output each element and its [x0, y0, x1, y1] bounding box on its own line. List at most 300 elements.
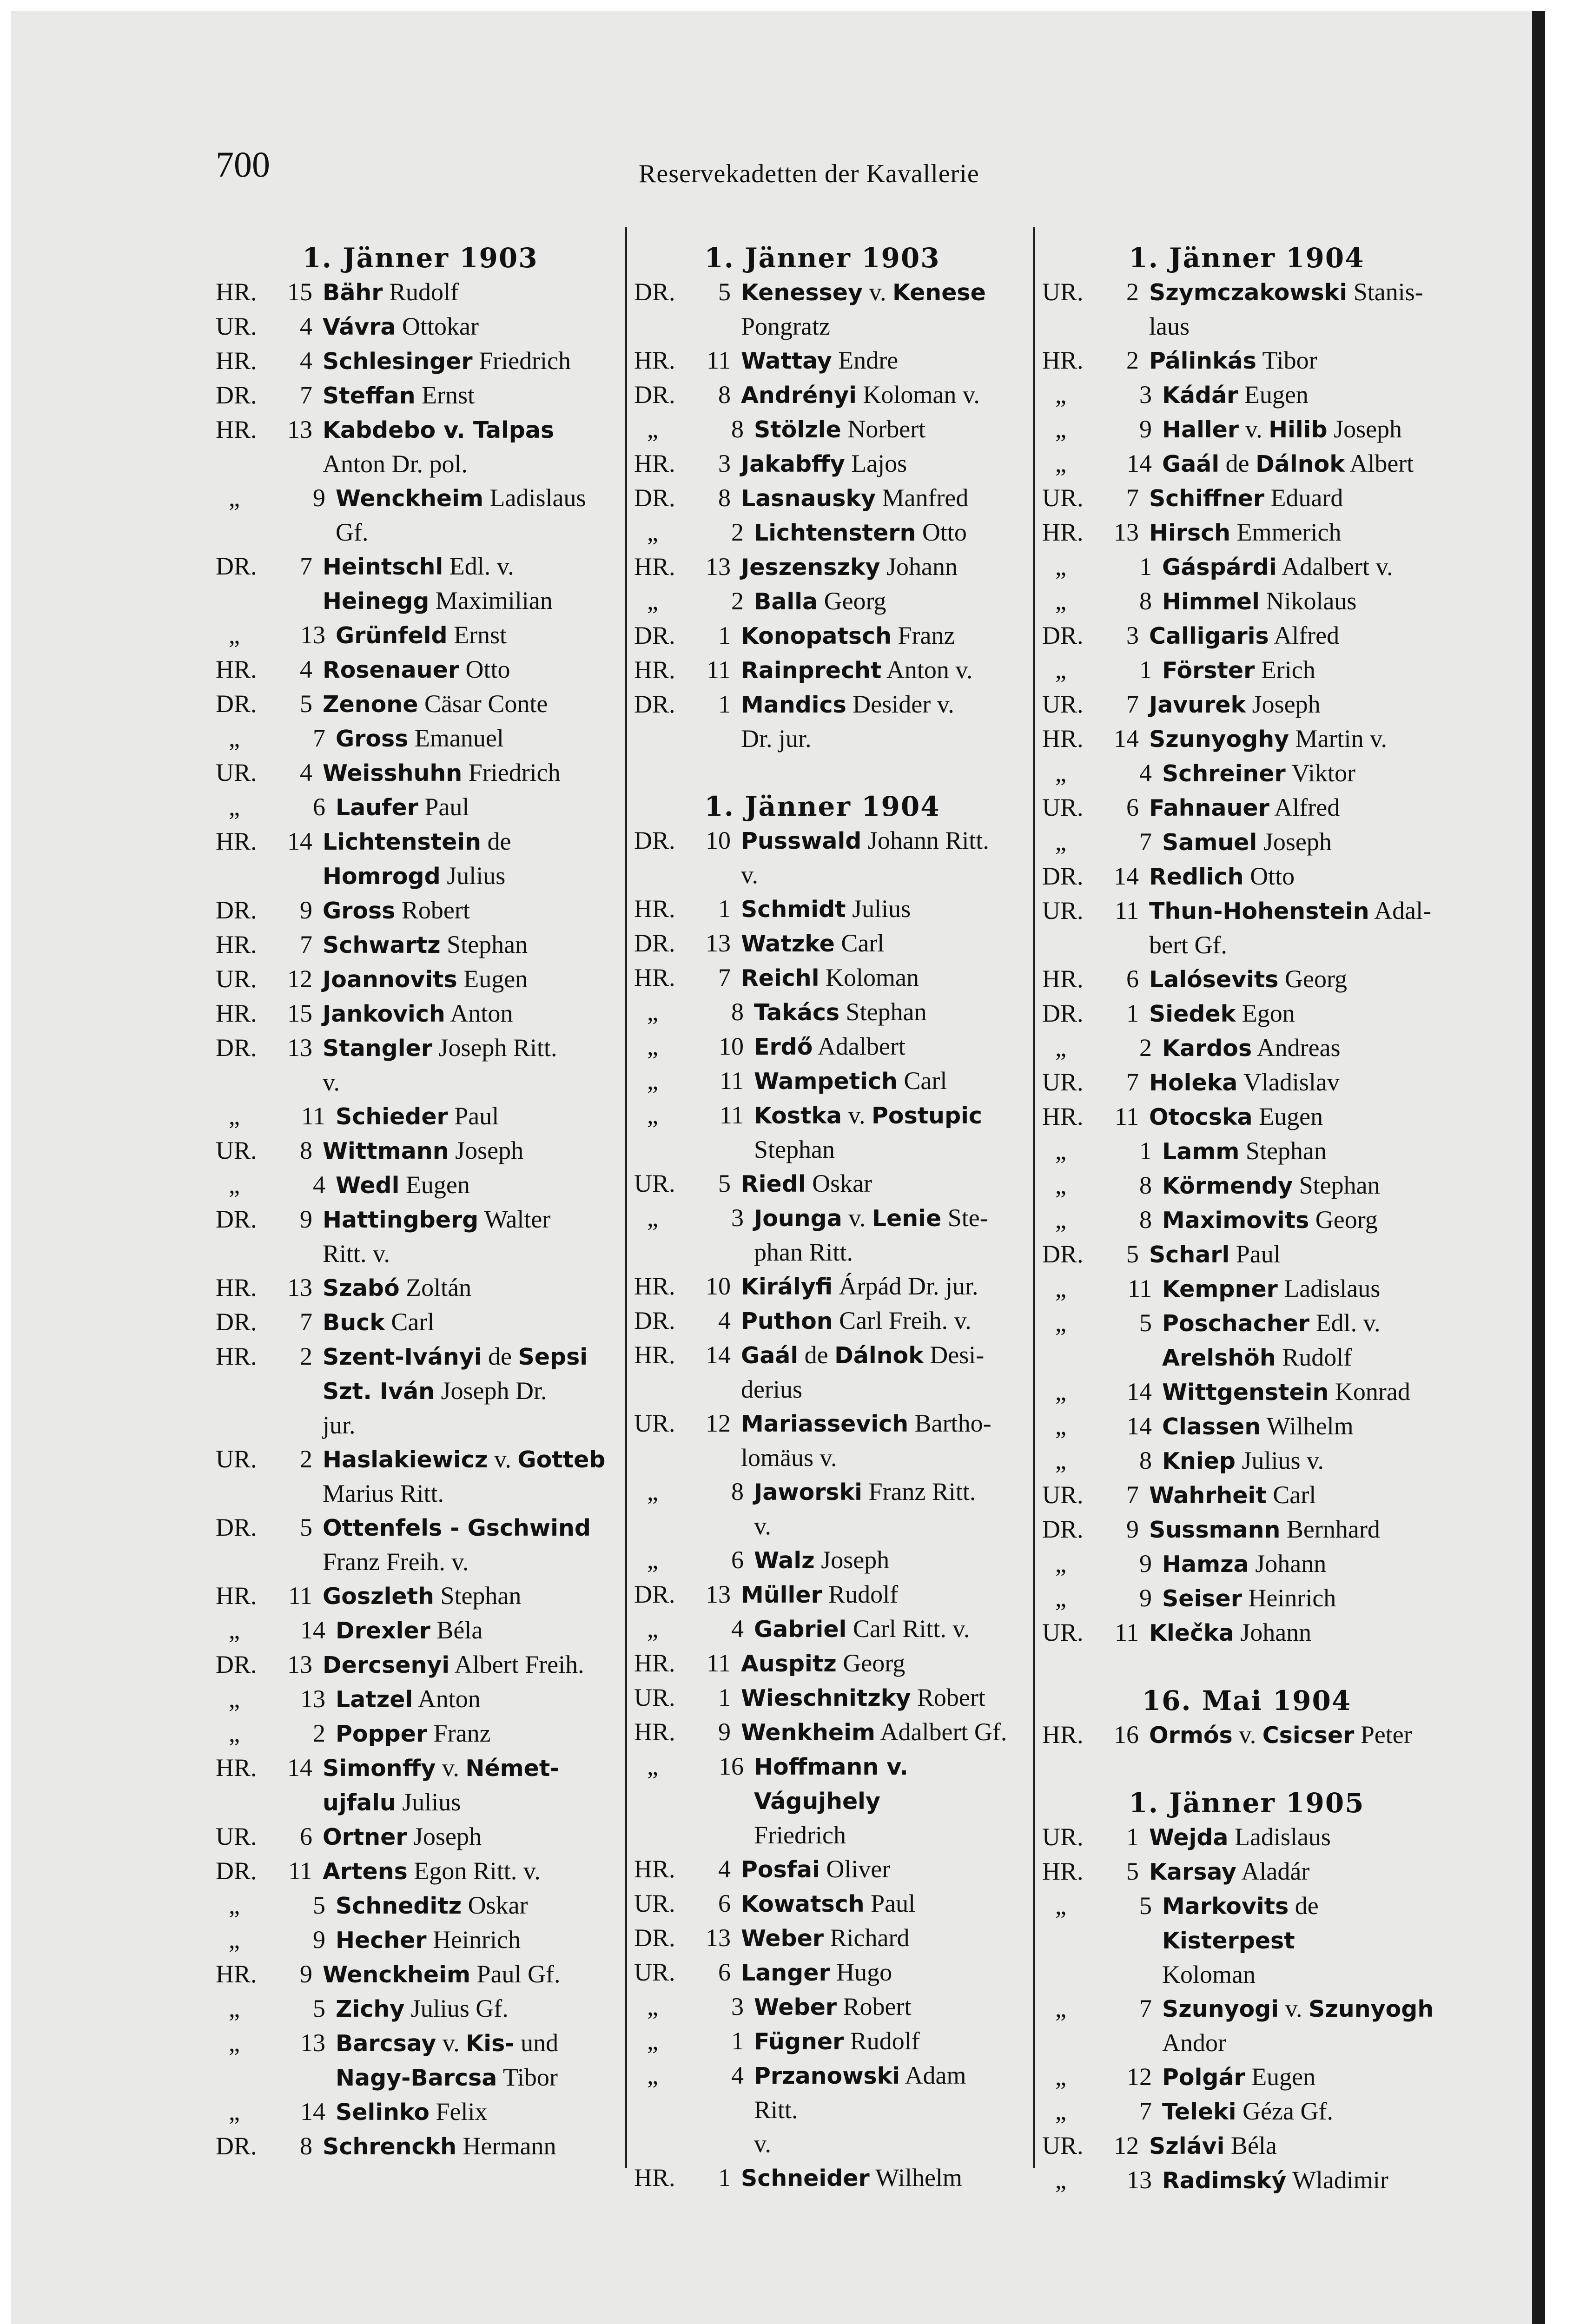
surname: Jakabffy: [741, 451, 845, 477]
person-name: [1162, 1444, 1451, 1478]
given-names: Emmerich: [1230, 518, 1342, 546]
surname: Pálinkás: [1149, 348, 1256, 374]
regiment-code: HR.: [1042, 1721, 1084, 1749]
surname: Dálnok: [1256, 451, 1345, 477]
regiment-code: DR.: [216, 1308, 257, 1336]
person-name: [741, 1955, 1011, 1990]
person-name: [1149, 997, 1451, 1031]
regiment-code: UR.: [1042, 278, 1084, 306]
roster-entry: [1042, 997, 1451, 1031]
person-name: [1149, 962, 1451, 997]
regiment-code: DR.: [1042, 1240, 1084, 1268]
regiment-code: HR.: [634, 1649, 675, 1677]
given-names: Friedrich: [462, 759, 561, 786]
roster-entry: [216, 1579, 625, 1613]
person-name: [1162, 2163, 1451, 2198]
surname: Schmidt: [741, 896, 846, 923]
regiment-number: 1: [718, 2164, 731, 2192]
regiment-code: DR.: [216, 1205, 257, 1233]
person-name: [1149, 859, 1451, 894]
person-name: [754, 1612, 1011, 1646]
given-names: Julius Gf.: [404, 1994, 509, 2022]
given-names: Pongratz: [741, 312, 830, 340]
regiment-number: 1: [1126, 1823, 1139, 1851]
regiment-number: 4: [718, 1307, 731, 1334]
regiment-number: 10: [706, 1272, 731, 1300]
roster-entry: [634, 1167, 1011, 1201]
person-name: [1162, 1409, 1451, 1444]
surname: Ortner: [323, 1824, 407, 1850]
regiment-number: 14: [1114, 725, 1139, 753]
regiment-code: HR.: [634, 1855, 675, 1883]
roster-entry: [1042, 1992, 1451, 2060]
regiment-code: HR.: [216, 1274, 257, 1301]
regiment-code: UR.: [634, 1409, 675, 1437]
regiment-number: 11: [720, 1101, 744, 1129]
given-names: Stephan: [839, 998, 927, 1026]
regiment-number: 12: [706, 1409, 731, 1437]
regiment-number: 14: [1127, 1412, 1152, 1440]
person-name: [1162, 412, 1451, 447]
person-name: [323, 378, 625, 413]
person-name: [741, 1167, 1011, 1201]
roster-entry: [216, 825, 625, 893]
roster-entry: [634, 2059, 1011, 2161]
given-names: de: [481, 827, 511, 855]
column-divider: [1033, 227, 1035, 2168]
roster-entry: [216, 275, 625, 310]
given-names: Stephan: [440, 931, 528, 958]
roster-entry: [634, 2161, 1011, 2195]
given-names: Otto: [916, 518, 967, 546]
regiment-code: „: [647, 2061, 658, 2089]
regiment-number: 15: [287, 278, 312, 306]
given-names: Otto: [459, 655, 510, 683]
person-name: [323, 1751, 625, 1820]
given-names: Robert: [395, 896, 470, 924]
roster-entry: [1042, 756, 1451, 791]
regiment-number: 7: [1126, 1481, 1139, 1509]
person-name: [323, 1648, 625, 1682]
surname: Jankovich: [323, 1001, 445, 1027]
column-1: [216, 241, 625, 2164]
roster-entry: [1042, 378, 1451, 412]
regiment-number: 3: [1139, 381, 1152, 409]
regiment-code: HR.: [216, 1754, 257, 1782]
person-name: [754, 1030, 1011, 1064]
surname: Lasnausky: [741, 485, 876, 512]
person-name: [323, 1031, 625, 1099]
person-name: [323, 310, 625, 344]
person-name: [323, 1957, 625, 1992]
regiment-number: 7: [300, 1308, 312, 1336]
given-names: v.: [842, 1101, 872, 1129]
person-name: [323, 1579, 625, 1613]
regiment-code: „: [229, 1891, 240, 1919]
person-name: [741, 961, 1011, 995]
surname: Német-ujfalu: [323, 1755, 560, 1816]
regiment-number: 8: [731, 415, 744, 443]
given-names: Albert Freih.: [449, 1651, 584, 1678]
person-name: [336, 2095, 625, 2129]
person-name: [741, 1646, 1011, 1681]
given-names: Julius v.: [1235, 1446, 1324, 1474]
regiment-code: „: [1055, 449, 1066, 477]
given-names: Wilhelm: [1261, 1412, 1354, 1440]
person-name: [741, 1887, 1011, 1921]
roster-entry: [1042, 859, 1451, 894]
person-name: [1149, 481, 1451, 515]
surname: Hirsch: [1149, 520, 1231, 546]
given-names: v.: [862, 278, 892, 306]
person-name: [1162, 1375, 1451, 1409]
given-names: Paul: [448, 1102, 499, 1130]
roster-entry: [1042, 1272, 1451, 1306]
regiment-number: 1: [1139, 553, 1152, 581]
regiment-number: 4: [1139, 759, 1152, 787]
roster-entry: [216, 997, 625, 1031]
surname: Szymczakowski: [1149, 279, 1348, 306]
given-names: Richard: [824, 1924, 910, 1952]
roster-entry: [1042, 481, 1451, 515]
roster-entry: [216, 1031, 625, 1099]
regiment-code: HR.: [1042, 725, 1084, 753]
roster-entry: [216, 1613, 625, 1648]
regiment-code: UR.: [216, 312, 257, 340]
regiment-code: UR.: [1042, 1823, 1084, 1851]
regiment-number: 8: [300, 1136, 312, 1164]
given-names: Alfred: [1269, 793, 1340, 821]
regiment-code: DR.: [634, 278, 675, 306]
regiment-number: 13: [706, 929, 731, 957]
regiment-number: 8: [718, 381, 731, 409]
regiment-code: HR.: [634, 895, 675, 923]
given-names: v.: [436, 1754, 466, 1782]
given-names: v.: [741, 861, 758, 889]
regiment-number: 8: [1139, 1446, 1152, 1474]
regiment-number: 2: [313, 1719, 325, 1747]
surname: Przanowski: [754, 2063, 900, 2089]
person-name: [323, 1134, 625, 1168]
surname: Rainprecht: [741, 657, 882, 684]
roster-entry: [1042, 653, 1451, 687]
roster-entry: [216, 1751, 625, 1820]
regiment-number: 9: [718, 1718, 731, 1746]
person-name: [1162, 1272, 1451, 1306]
surname: Wittmann: [323, 1138, 449, 1164]
regiment-number: 8: [731, 998, 744, 1026]
person-name: [336, 618, 625, 653]
regiment-number: 11: [707, 1649, 731, 1677]
regiment-code: HR.: [634, 964, 675, 991]
roster-entry: [216, 1717, 625, 1751]
surname: Müller: [741, 1582, 822, 1608]
regiment-code: HR.: [216, 416, 257, 443]
surname: Hamza: [1162, 1551, 1249, 1578]
given-names: Alfred: [1269, 621, 1340, 649]
roster-entry: [216, 344, 625, 378]
given-names: Anton: [413, 1685, 481, 1713]
surname: Gaál: [1162, 451, 1220, 477]
regiment-code: „: [1055, 1137, 1066, 1165]
surname: Auspitz: [741, 1651, 837, 1677]
running-head: Reservekadetten der Kavallerie: [639, 159, 979, 188]
surname: Heinegg: [323, 588, 430, 614]
surname: Thun-Hohenstein: [1149, 898, 1369, 924]
person-name: [741, 653, 1011, 687]
regiment-number: 13: [1114, 518, 1139, 546]
roster-entry: [634, 2024, 1011, 2059]
regiment-code: UR.: [634, 1169, 675, 1197]
roster-entry: [1042, 1031, 1451, 1065]
regiment-code: „: [229, 2029, 240, 2057]
regiment-number: 7: [300, 552, 312, 580]
regiment-code: „: [1055, 2063, 1066, 2091]
regiment-code: „: [647, 587, 658, 615]
section-heading: 1. Jänner 1905: [1129, 1787, 1365, 1819]
regiment-number: 13: [287, 1651, 312, 1678]
roster-entry: [216, 1992, 625, 2026]
regiment-number: 5: [718, 278, 731, 306]
given-names: de: [798, 1341, 835, 1369]
regiment-code: DR.: [216, 1651, 257, 1678]
roster-entry: [216, 1854, 625, 1888]
surname: Kádár: [1162, 382, 1238, 409]
regiment-number: 1: [731, 2027, 744, 2055]
surname: Riedl: [741, 1171, 806, 1197]
person-name: [754, 1750, 1011, 1852]
person-name: [1149, 343, 1451, 378]
roster-entry: [634, 515, 1011, 550]
regiment-code: „: [229, 724, 240, 752]
roster-entry: [1042, 1478, 1451, 1512]
given-names: Anton v.: [881, 656, 973, 684]
surname: Gabriel: [754, 1616, 847, 1643]
given-names: Edl. v.: [1309, 1309, 1381, 1337]
roster-entry: [216, 378, 625, 413]
surname: Wedl: [336, 1172, 400, 1199]
roster-entry: [216, 1340, 625, 1442]
person-name: [323, 1202, 625, 1271]
regiment-code: „: [1055, 2166, 1066, 2194]
regiment-code: „: [647, 1101, 658, 1129]
roster-entry: [1042, 894, 1451, 962]
given-names: Joseph Ritt.: [432, 1034, 557, 1062]
given-names: Ladislaus: [483, 484, 586, 512]
roster-entry: [634, 584, 1011, 619]
regiment-number: 2: [1126, 346, 1139, 374]
surname: Redlich: [1149, 864, 1244, 890]
surname: Nagy-Barcsa: [336, 2065, 497, 2091]
surname: Haslakiewicz: [323, 1446, 488, 1473]
regiment-number: 8: [731, 1478, 744, 1505]
given-names: Vladislav: [1237, 1068, 1340, 1096]
regiment-code: DR.: [1042, 999, 1084, 1027]
regiment-number: 1: [718, 1684, 731, 1711]
given-names: und: [514, 2029, 559, 2057]
person-name: [336, 1888, 625, 1923]
regiment-number: 7: [1126, 484, 1139, 512]
roster-entry: [216, 549, 625, 618]
roster-entry: [634, 1543, 1011, 1578]
regiment-number: 11: [288, 1582, 312, 1610]
given-names: Heinrich: [1242, 1584, 1336, 1612]
given-names: Martin v.: [1289, 725, 1388, 753]
given-names: Joseph: [814, 1546, 890, 1574]
person-name: [336, 2026, 625, 2095]
regiment-number: 5: [300, 1513, 312, 1541]
regiment-number: 2: [731, 518, 744, 546]
regiment-number: 1: [718, 690, 731, 718]
regiment-number: 14: [300, 1616, 325, 1644]
regiment-number: 13: [287, 416, 312, 443]
regiment-number: 4: [300, 347, 312, 375]
regiment-code: HR.: [634, 2164, 675, 2192]
surname: Jeszenszky: [741, 554, 880, 581]
person-name: [1162, 1169, 1451, 1203]
person-name: [754, 1064, 1011, 1098]
surname: Barcsay: [336, 2030, 436, 2057]
regiment-number: 7: [1126, 690, 1139, 718]
roster-entry: [216, 1957, 625, 1992]
roster-entry: [1042, 1547, 1451, 1581]
regiment-number: 13: [706, 1580, 731, 1608]
person-name: [1162, 1203, 1451, 1237]
roster-entry: [216, 1305, 625, 1340]
regiment-code: DR.: [634, 1307, 675, 1334]
regiment-code: DR.: [1042, 621, 1084, 649]
surname: Karsay: [1149, 1859, 1236, 1885]
surname: Stangler: [323, 1035, 432, 1062]
person-name: [1162, 2060, 1451, 2094]
roster-entry: [1042, 1237, 1451, 1272]
roster-entry: [1042, 1065, 1451, 1100]
roster-entry: [216, 1511, 625, 1579]
regiment-code: „: [1055, 1309, 1066, 1337]
given-names: Béla: [1224, 2132, 1277, 2159]
roster-entry: [634, 961, 1011, 995]
surname: Drexler: [336, 1618, 430, 1644]
surname: Kenessey: [741, 279, 863, 306]
person-name: [741, 1681, 1011, 1715]
regiment-code: HR.: [1042, 1103, 1084, 1130]
surname: Himmel: [1162, 588, 1260, 615]
regiment-code: DR.: [216, 1034, 257, 1062]
regiment-code: „: [229, 1719, 240, 1747]
given-names: Eugen: [399, 1171, 470, 1199]
roster-entry: [1042, 962, 1451, 997]
person-name: [741, 926, 1011, 961]
given-names: Carl Ritt. v.: [846, 1615, 970, 1643]
roster-entry: [634, 481, 1011, 515]
given-names: Johann Ritt.: [861, 826, 989, 854]
given-names: Zoltán: [399, 1274, 472, 1301]
roster-entry: [1042, 584, 1451, 619]
roster-entry: [1042, 1306, 1451, 1375]
given-names: v.: [842, 1204, 872, 1232]
surname: Lichtenstein: [323, 829, 481, 855]
regiment-number: 14: [1114, 862, 1139, 890]
given-names: v.: [754, 2130, 771, 2158]
regiment-code: „: [229, 1926, 240, 1954]
given-names: Wilhelm: [869, 2164, 962, 2192]
given-names: Rudolf: [822, 1580, 899, 1608]
regiment-number: 11: [1115, 897, 1139, 924]
regiment-code: „: [1055, 656, 1066, 684]
regiment-number: 9: [1139, 1550, 1152, 1578]
regiment-code: DR.: [1042, 1515, 1084, 1543]
given-names: Anton Dr. pol.: [323, 450, 468, 478]
roster-entry: [634, 1064, 1011, 1098]
surname: Kardos: [1162, 1035, 1252, 1062]
given-names: Koloman v.: [856, 381, 980, 409]
person-name: [1162, 1306, 1451, 1375]
given-names: Edl. v.: [443, 552, 514, 580]
surname: Seiser: [1162, 1585, 1242, 1612]
given-names: Marius Ritt.: [323, 1479, 444, 1507]
surname: Siedek: [1149, 1001, 1236, 1027]
surname: Wahrheit: [1149, 1482, 1267, 1509]
surname: Ormós: [1149, 1722, 1233, 1749]
given-names: Koloman: [819, 964, 919, 991]
regiment-number: 3: [731, 1993, 744, 2020]
person-name: [1162, 653, 1451, 687]
given-names: Eduard: [1264, 484, 1343, 512]
regiment-code: HR.: [634, 1341, 675, 1369]
given-names: Cäsar Conte: [418, 690, 548, 718]
given-names: Géza Gf.: [1236, 2097, 1333, 2125]
person-name: [741, 1338, 1011, 1406]
person-name: [741, 1406, 1011, 1475]
section-heading: 1. Jänner 1903: [302, 242, 538, 274]
regiment-code: DR.: [634, 1580, 675, 1608]
regiment-number: 7: [300, 381, 312, 409]
roster-entry: [1042, 687, 1451, 722]
regiment-code: „: [647, 2027, 658, 2055]
regiment-code: HR.: [1042, 965, 1084, 993]
regiment-number: 5: [1139, 1309, 1152, 1337]
person-name: [1162, 1031, 1451, 1065]
regiment-code: „: [647, 1032, 658, 1060]
roster-entry: [216, 962, 625, 997]
regiment-number: 7: [1126, 1068, 1139, 1096]
surname: Watzke: [741, 931, 835, 957]
person-name: [323, 1340, 625, 1442]
person-name: [1149, 515, 1451, 550]
roster-entry: [216, 721, 625, 756]
roster-entry: [216, 1442, 625, 1511]
regiment-code: HR.: [1042, 1857, 1084, 1885]
person-name: [323, 825, 625, 893]
surname: Szabó: [323, 1275, 400, 1301]
regiment-number: 7: [718, 964, 731, 991]
regiment-code: HR.: [216, 931, 257, 958]
given-names: Ernst: [415, 381, 475, 409]
roster-entry: [1042, 1855, 1451, 1889]
regiment-number: 9: [313, 1926, 325, 1954]
regiment-code: „: [647, 1478, 658, 1505]
roster-entry: [634, 926, 1011, 961]
regiment-code: HR.: [634, 449, 675, 477]
regiment-number: 6: [1126, 793, 1139, 821]
regiment-number: 11: [707, 656, 731, 684]
regiment-code: DR.: [634, 690, 675, 718]
person-name: [323, 893, 625, 928]
regiment-number: 2: [731, 587, 744, 615]
given-names: de: [1289, 1892, 1319, 1920]
regiment-code: HR.: [634, 346, 675, 374]
surname: Weber: [754, 1994, 837, 2020]
